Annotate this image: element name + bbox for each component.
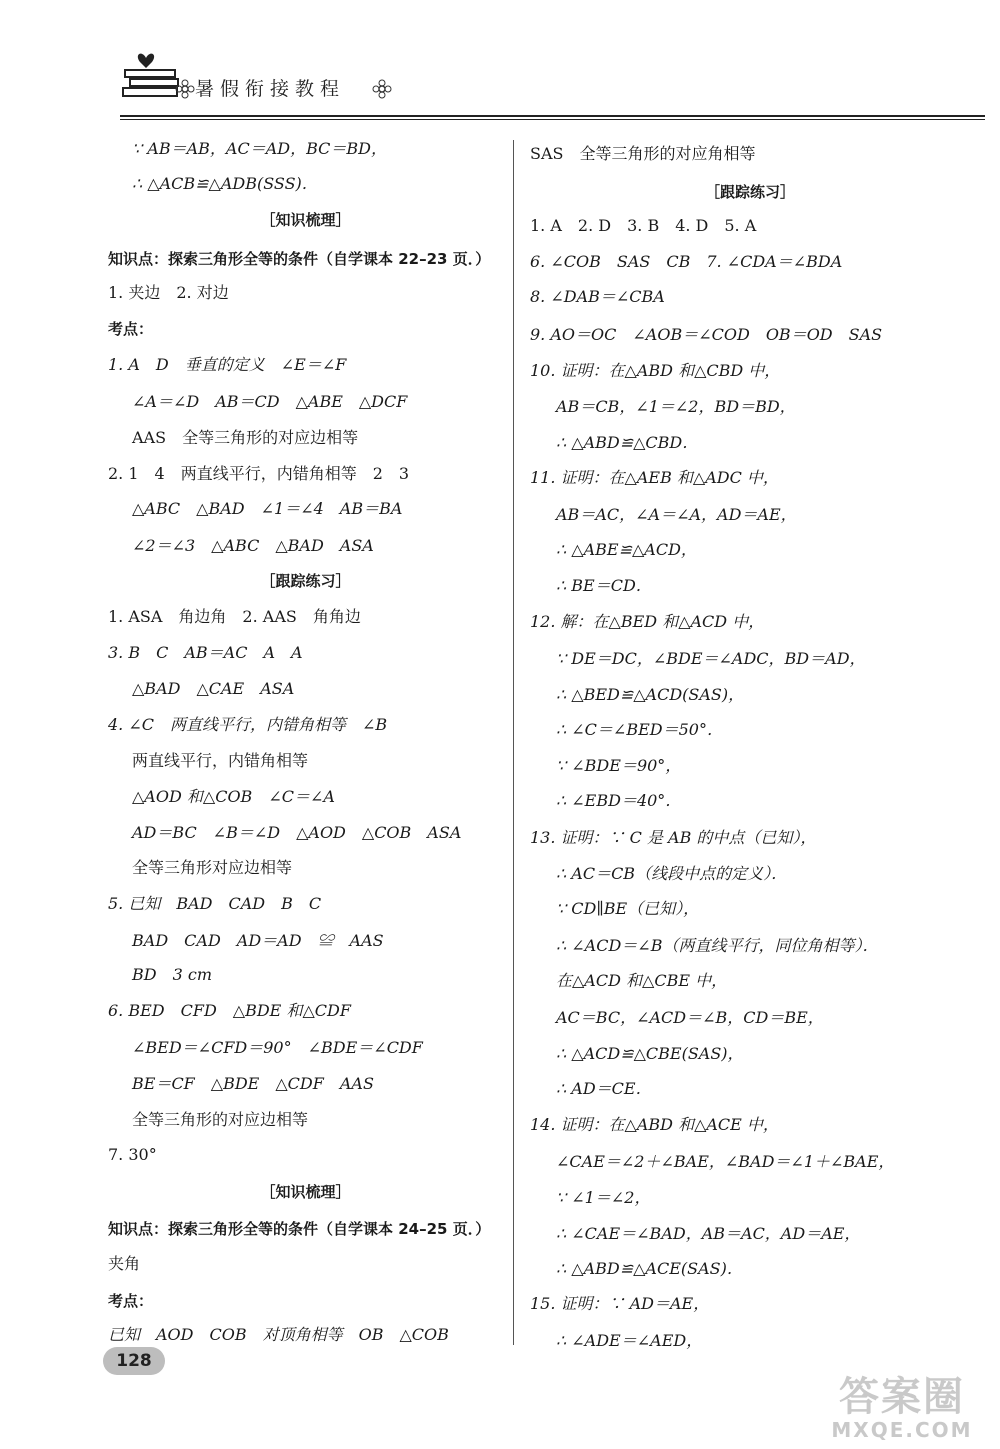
page-number: 128	[103, 1347, 165, 1375]
header-rule-thin	[120, 119, 985, 120]
answer-line: AC＝BC，∠ACD＝∠B，CD＝BE，	[556, 1008, 824, 1027]
section-heading: ［知识梳理］	[260, 211, 351, 229]
answer-line: 考点：	[108, 320, 154, 338]
answer-line: ∴ AC＝CB（线段中点的定义）．	[556, 864, 788, 883]
answer-line: AB＝AC，∠A＝∠A，AD＝AE，	[556, 505, 797, 524]
answer-line: 10. 证明：在△ABD 和△CBD 中，	[530, 361, 781, 380]
answer-line: 8. ∠DAB＝∠CBA	[530, 287, 665, 306]
watermark-url: MXQE.COM	[831, 1418, 973, 1442]
answer-line: ∴ ∠CAE＝∠BAD，AB＝AC，AD＝AE，	[556, 1224, 861, 1243]
answer-line: ∵ ∠BDE＝90°，	[556, 756, 682, 775]
answer-line: 两直线平行，内错角相等	[132, 751, 309, 770]
answer-line: 6. ∠COB SAS CB 7. ∠CDA＝∠BDA	[530, 252, 843, 271]
section-heading: ［知识梳理］	[260, 1183, 351, 1201]
column-divider	[513, 140, 514, 1345]
answer-line: ∴ △ABD≌△ACE(SAS)．	[556, 1259, 743, 1278]
answer-line: 9. AO＝OC ∠AOB＝∠COD OB＝OD SAS	[530, 325, 883, 344]
answer-line: 3. B C AB＝AC A A	[108, 643, 303, 662]
answer-line: SAS 全等三角形的对应角相等	[530, 144, 756, 163]
answer-line: ∠A＝∠D AB＝CD △ABE △DCF	[132, 392, 408, 411]
answer-line: ∴ △BED≌△ACD(SAS)，	[556, 685, 745, 704]
answer-line: 已知 AOD COB 对顶角相等 OB △COB	[108, 1325, 449, 1344]
answer-line: AB＝CB，∠1＝∠2，BD＝BD，	[556, 397, 796, 416]
answer-line: △AOD 和△COB ∠C＝∠A	[132, 787, 335, 806]
answer-line: ∵ ∠1＝∠2，	[556, 1188, 651, 1207]
section-heading: ［跟踪练习］	[704, 183, 795, 201]
answer-line: 全等三角形的对应边相等	[132, 1110, 309, 1129]
answer-line: 11. 证明：在△AEB 和△ADC 中，	[530, 468, 779, 487]
answer-line: ∴ ∠ADE＝∠AED，	[556, 1331, 703, 1350]
answer-line: ∠BED＝∠CFD＝90° ∠BDE＝∠CDF	[132, 1038, 423, 1057]
answer-line: 4. ∠C 两直线平行，内错角相等 ∠B	[108, 715, 388, 734]
answer-line: ∴ △ACB≌△ADB(SSS)．	[132, 174, 318, 193]
answer-line: 在△ACD 和△CBE 中，	[556, 971, 728, 990]
answer-line: ∴ AD＝CE．	[556, 1079, 652, 1098]
header-rule	[120, 115, 985, 117]
answer-line: AAS 全等三角形的对应边相等	[132, 428, 359, 447]
answer-line: ∵ CD∥BE（已知），	[556, 899, 700, 918]
answer-line: 1. ASA 角边角 2. AAS 角角边	[108, 607, 361, 626]
page-header	[0, 0, 1000, 130]
answer-line: 考点：	[108, 1292, 154, 1310]
answer-line: ∵ AB＝AB，AC＝AD，BC＝BD，	[132, 139, 387, 158]
answer-line: 1. A D 垂直的定义 ∠E＝∠F	[108, 355, 347, 374]
answer-line: 13. 证明：∵ C 是 AB 的中点（已知），	[530, 828, 817, 847]
answer-line: △ABC △BAD ∠1＝∠4 AB＝BA	[132, 499, 403, 518]
answer-line: BAD CAD AD＝AD ≌ AAS	[132, 931, 384, 950]
answer-line: △BAD △CAE ASA	[132, 679, 295, 698]
answer-line: 知识点：探索三角形全等的条件（自学课本 24–25 页．）	[108, 1220, 491, 1238]
answer-line: 1. 夹边 2. 对边	[108, 283, 229, 302]
answer-line: BE＝CF △BDE △CDF AAS	[132, 1074, 374, 1093]
answer-line: ∵ DE＝DC，∠BDE＝∠ADC，BD＝AD，	[556, 649, 866, 668]
answer-line: AD＝BC ∠B＝∠D △AOD △COB ASA	[132, 823, 462, 842]
answer-line: 夹角	[108, 1254, 141, 1273]
section-heading: ［跟踪练习］	[260, 572, 351, 590]
answer-line: 知识点：探索三角形全等的条件（自学课本 22–23 页．）	[108, 250, 491, 268]
answer-line: 15. 证明：∵ AD＝AE，	[530, 1294, 710, 1313]
book-title: 暑假衔接教程	[195, 78, 346, 100]
flower-left-icon	[175, 79, 195, 99]
watermark	[812, 1375, 992, 1441]
answer-line: ∴ △ACD≌△CBE(SAS)，	[556, 1044, 744, 1063]
answer-line: ∴ △ABD≌△CBD．	[556, 433, 699, 452]
answer-line: 14. 证明：在△ABD 和△ACE 中，	[530, 1115, 779, 1134]
answer-line: ∴ △ABE≌△ACD，	[556, 540, 697, 559]
answer-line: ∴ BE＝CD．	[556, 576, 652, 595]
answer-line: 7. 30°	[108, 1145, 157, 1164]
answer-line: ∴ ∠C＝∠BED＝50°．	[556, 720, 723, 739]
book-stack-icon	[120, 48, 190, 108]
answer-line: 6. BED CFD △BDE 和△CDF	[108, 1001, 351, 1020]
answer-line: 1. A 2. D 3. B 4. D 5. A	[530, 216, 757, 235]
answer-line: 2. 1 4 两直线平行，内错角相等 2 3	[108, 464, 410, 483]
answer-line: 全等三角形对应边相等	[132, 858, 293, 877]
answer-line: BD 3 cm	[132, 965, 212, 984]
answer-line: ∴ ∠ACD＝∠B（两直线平行，同位角相等）．	[556, 936, 879, 955]
answer-line: ∠2＝∠3 △ABC △BAD ASA	[132, 536, 374, 555]
answer-line: ∴ ∠EBD＝40°．	[556, 791, 682, 810]
answer-line: ∠CAE＝∠2＋∠BAE，∠BAD＝∠1＋∠BAE，	[556, 1152, 895, 1171]
watermark-text: 答案圈	[839, 1374, 965, 1420]
answer-line: 5. 已知 BAD CAD B C	[108, 894, 322, 913]
flower-right-icon	[372, 79, 392, 99]
answer-line: 12. 解：在△BED 和△ACD 中，	[530, 612, 765, 631]
